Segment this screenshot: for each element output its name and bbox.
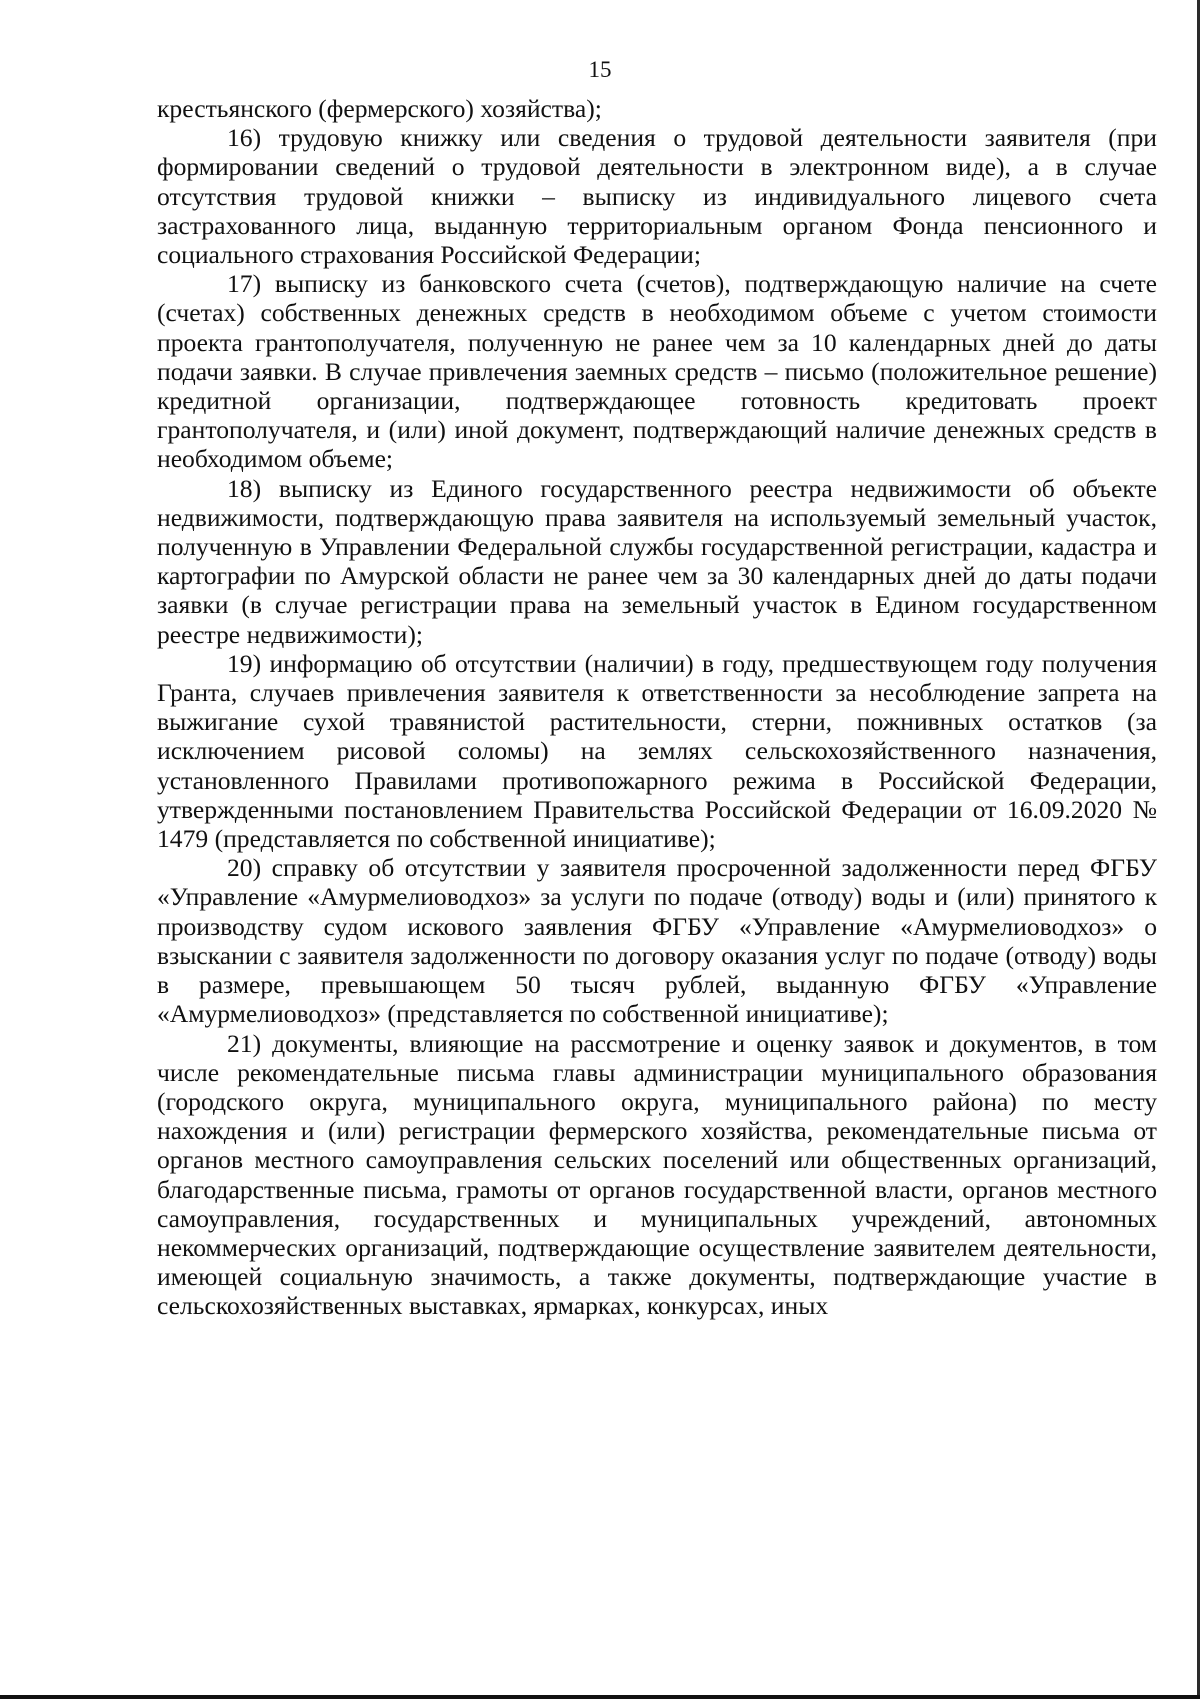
document-body [157, 94, 1157, 1321]
list-item-16: 16) трудовую книжку или сведения о трудовой деятельности заявителя (при формировании сведений о трудовой деятельности в электронном виде), а в случае отсутствия трудовой книжки – выписку из индивидуального лицевого счета застрахованного лица, выданную территориальным органом Фонда пенсионного и социального страхования Российской Федерации; [157, 123, 1157, 270]
scan-edge-bottom [0, 1695, 1200, 1699]
page-number: 15 [588, 57, 612, 82]
list-item-20: 20) справку об отсутствии у заявителя просроченной задолженности перед ФГБУ «Управление «Амурмелиоводхоз» за услуги по подаче (отводу) воды и (или) принятого к производству судом искового заявления ФГБУ «Управление «Амурмелиоводхоз» о взыскании с заявителя задолженности по договору оказания услуг по подаче (отводу) воды в размере, превышающем 50 тысяч рублей, выданную ФГБУ «Управление «Амурмелиоводхоз» (представляется по собственной инициативе); [157, 853, 1157, 1029]
list-item-19: 19) информацию об отсутствии (наличии) в году, предшествующем году получения Гранта, случаев привлечения заявителя к ответственности за несоблюдение запрета на выжигание сухой травянистой растительности, стерни, пожнивных остатков (за исключением рисовой соломы) на землях сельскохозяйственного назначения, установленного Правилами противопожарного режима в Российской Федерации, утвержденными постановлением Правительства Российской Федерации от 16.09.2020 № 1479 (представляется по собственной инициативе); [157, 648, 1157, 854]
list-item-18: 18) выписку из Единого государственного реестра недвижимости об объекте недвижимости, подтверждающую права заявителя на используемый земельный участок, полученную в Управлении Федеральной службы государственной регистрации, кадастра и картографии по Амурской области не ранее чем за 30 календарных дней до даты подачи заявки (в случае регистрации права на земельный участок в Едином государственном реестре недвижимости); [157, 473, 1157, 649]
list-item-21: 21) документы, влияющие на рассмотрение и оценку заявок и документов, в том числе рекомендательные письма главы администрации муниципального образования (городского округа, муниципального округа, муниципального района) по месту нахождения и (или) регистрации фермерского хозяйства, рекомендательные письма от органов местного самоуправления сельских поселений или общественных организаций, благодарственные письма, грамоты от органов государственной власти, органов местного самоуправления, государственных и муниципальных учреждений, автономных некоммерческих организаций, подтверждающие осуществление заявителем деятельности, имеющей социальную значимость, а также документы, подтверждающие участие в сельскохозяйственных выставках, ярмарках, конкурсах, иных [157, 1028, 1157, 1321]
list-item-17: 17) выписку из банковского счета (счетов), подтверждающую наличие на счете (счетах) собственных денежных средств в необходимом объеме с учетом стоимости проекта грантополучателя, полученную не ранее чем за 10 календарных дней до даты подачи заявки. В случае привлечения заемных средств – письмо (положительное решение) кредитной организации, подтверждающее готовность кредитовать проект грантополучателя, и (или) иной документ, подтверждающий наличие денежных средств в необходимом объеме; [157, 269, 1157, 474]
paragraph-continuation: крестьянского (фермерского) хозяйства); [157, 94, 602, 123]
